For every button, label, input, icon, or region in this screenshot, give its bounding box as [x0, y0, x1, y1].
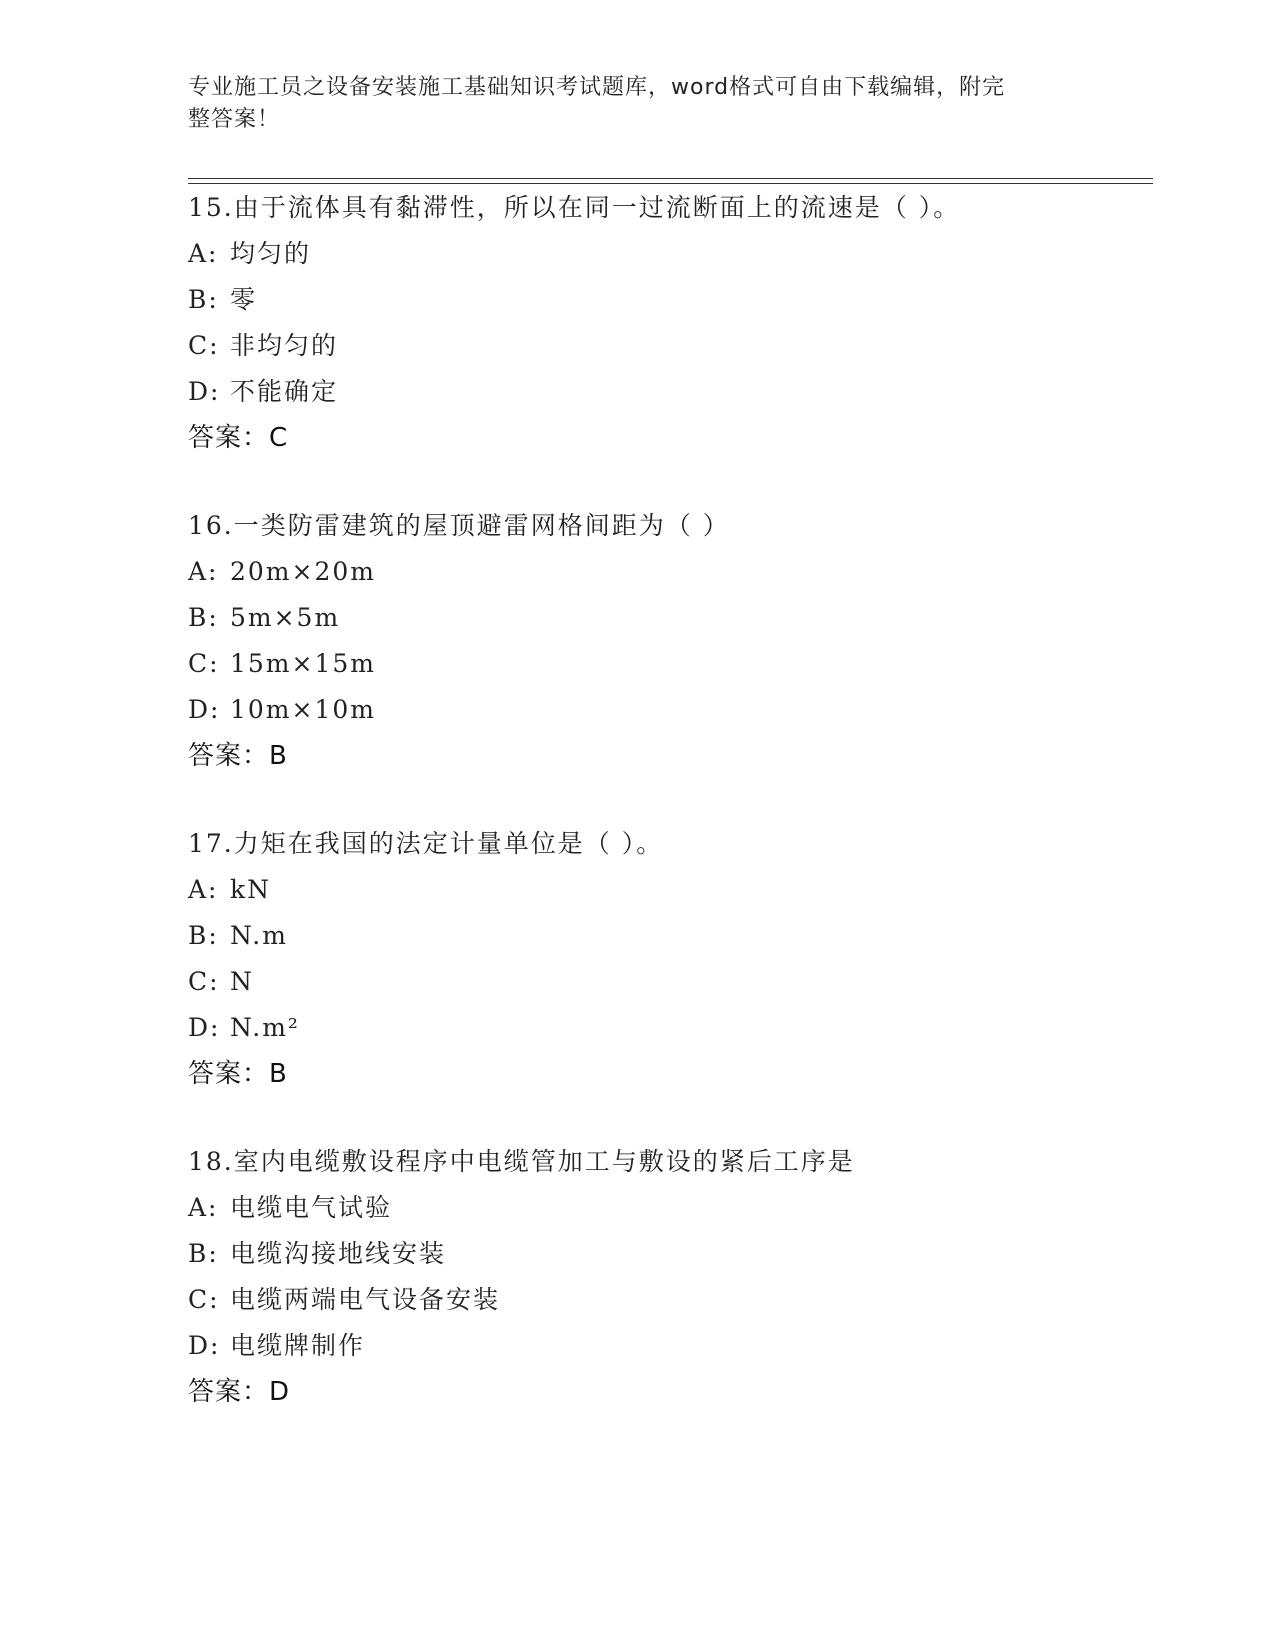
header-divider-top: [188, 178, 1153, 179]
option-d: [188, 377, 1148, 423]
question-15: [188, 193, 1148, 469]
option-text: 10m×10m: [230, 695, 376, 724]
option-label: C:: [188, 967, 220, 996]
option-label: A:: [188, 557, 219, 586]
option-label: A:: [188, 875, 219, 904]
question-stem: 17.力矩在我国的法定计量单位是（ ）。: [188, 829, 664, 858]
option-d: [188, 1331, 1148, 1377]
answer: 答案：D: [188, 1377, 291, 1407]
option-text: N.m²: [230, 1013, 300, 1042]
option-c: [188, 649, 1148, 695]
option-text: 电缆沟接地线安装: [230, 1239, 447, 1268]
question-stem: 15.由于流体具有黏滞性，所以在同一过流断面上的流速是（ ）。: [188, 193, 961, 222]
option-label: B:: [188, 921, 219, 950]
option-text: 电缆电气试验: [230, 1193, 393, 1222]
header-line-1: 专业施工员之设备安装施工基础知识考试题库，word格式可自由下载编辑，附完: [188, 75, 1006, 100]
question-stem: 18.室内电缆敷设程序中电缆管加工与敷设的紧后工序是: [188, 1147, 855, 1176]
question-16: [188, 511, 1148, 787]
option-label: C:: [188, 649, 220, 678]
option-b: [188, 921, 1148, 967]
option-text: kN: [230, 875, 272, 904]
question-17: [188, 829, 1148, 1105]
header-divider-bottom: [188, 183, 1153, 184]
question-stem: 16.一类防雷建筑的屋顶避雷网格间距为（ ）: [188, 511, 730, 540]
option-text: 零: [230, 285, 258, 314]
option-d: [188, 695, 1148, 741]
option-b: [188, 285, 1148, 331]
answer: 答案：B: [188, 1059, 288, 1089]
option-d: [188, 1013, 1148, 1059]
option-label: C:: [188, 1285, 220, 1314]
option-text: 不能确定: [230, 377, 339, 406]
option-text: N: [230, 967, 254, 996]
option-c: [188, 967, 1148, 1013]
option-label: D:: [188, 1013, 221, 1042]
option-label: D:: [188, 1331, 221, 1360]
option-a: [188, 239, 1148, 285]
option-c: [188, 331, 1148, 377]
option-text: 电缆两端电气设备安装: [230, 1285, 501, 1314]
option-text: 20m×20m: [230, 557, 376, 586]
answer: 答案：C: [188, 423, 289, 453]
option-label: D:: [188, 695, 221, 724]
option-text: 电缆牌制作: [230, 1331, 366, 1360]
option-a: [188, 1193, 1148, 1239]
option-text: 15m×15m: [230, 649, 376, 678]
option-label: B:: [188, 285, 219, 314]
document-header: [188, 72, 1068, 136]
header-line-2: 整答案！: [188, 107, 281, 132]
option-label: A:: [188, 239, 219, 268]
option-text: 非均匀的: [230, 331, 339, 360]
option-label: B:: [188, 603, 219, 632]
option-label: B:: [188, 1239, 219, 1268]
question-18: [188, 1147, 1148, 1423]
answer: 答案：B: [188, 741, 288, 771]
option-a: [188, 557, 1148, 603]
option-text: 均匀的: [230, 239, 312, 268]
option-b: [188, 603, 1148, 649]
option-label: D:: [188, 377, 221, 406]
option-label: C:: [188, 331, 220, 360]
option-text: 5m×5m: [230, 603, 341, 632]
option-c: [188, 1285, 1148, 1331]
option-a: [188, 875, 1148, 921]
option-b: [188, 1239, 1148, 1285]
option-text: N.m: [230, 921, 288, 950]
option-label: A:: [188, 1193, 219, 1222]
